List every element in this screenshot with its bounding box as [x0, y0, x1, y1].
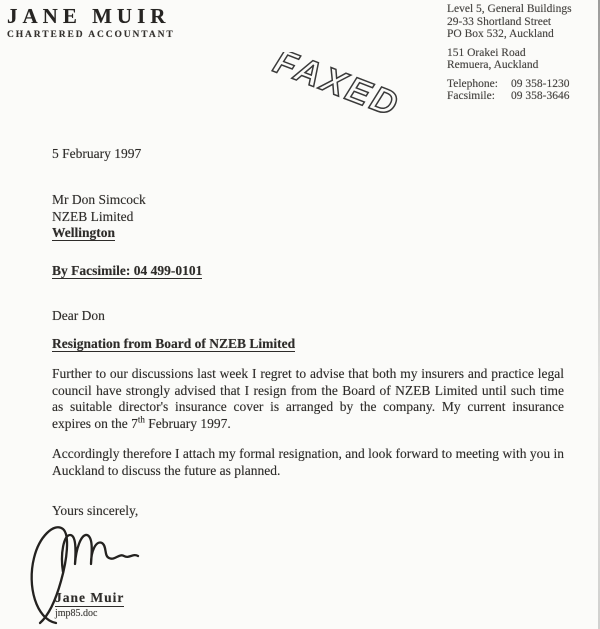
ordinal-superscript: th [137, 414, 145, 424]
recipient-name: Mr Don Simcock [52, 192, 146, 207]
salutation: Dear Don [52, 308, 105, 323]
faxed-stamp-text: FAXED [268, 52, 406, 126]
body-paragraph-1 [52, 366, 564, 432]
office-address [447, 3, 572, 41]
residence-address [447, 47, 572, 72]
recipient-block [52, 192, 146, 242]
delivery-method-line: By Facsimile: 04 499-0101 [52, 263, 203, 278]
signatory-name: Jane Muir [55, 590, 125, 605]
telephone-label: Telephone: [447, 77, 498, 90]
address-line: Remuera, Auckland [447, 59, 539, 71]
letterhead-address-block [447, 3, 572, 109]
recipient-city: Wellington [52, 225, 116, 240]
address-line: PO Box 532, Auckland [447, 28, 554, 40]
paragraph-text: February 1997. [144, 415, 231, 431]
closing-line: Yours sincerely, [52, 503, 139, 518]
handwritten-signature [22, 522, 182, 629]
letterhead-title: CHARTERED ACCOUNTANT [7, 30, 175, 40]
paragraph-text: Further to our discussions last week I regret to advise that both my insurers and practice legal council have strongly advised that I resign from the Board of NZEB Limited until such time as suitable director's insurance cover is arranged by the company. My current insurance expires on the 7 [52, 366, 564, 431]
facsimile-label: Facsimile: [447, 90, 495, 102]
telephone-row [447, 78, 572, 91]
subject-line: Resignation from Board of NZEB Limited [52, 336, 296, 351]
address-line: 151 Orakei Road [447, 46, 526, 59]
letterhead-brand [7, 4, 175, 40]
contact-numbers [447, 78, 572, 103]
telephone-number: 09 358-1230 [511, 77, 570, 90]
facsimile-number: 09 358-3646 [511, 90, 570, 102]
signature-graphic [22, 522, 182, 626]
faxed-stamp [248, 52, 438, 152]
address-line: 29-33 Shortland Street [447, 15, 552, 28]
address-line: Level 5, General Buildings [447, 3, 572, 15]
letterhead-name: JANE MUIR [7, 4, 171, 28]
recipient-company: NZEB Limited [52, 208, 134, 224]
faxed-stamp-graphic [248, 52, 438, 147]
facsimile-row [447, 90, 572, 103]
letter-date: 5 February 1997 [52, 146, 142, 161]
body-paragraph-2: Accordingly therefore I attach my formal resignation, and look forward to meeting with you in Auckland to discuss the future as planned. [52, 446, 564, 478]
file-reference: jmp85.doc [55, 608, 98, 619]
